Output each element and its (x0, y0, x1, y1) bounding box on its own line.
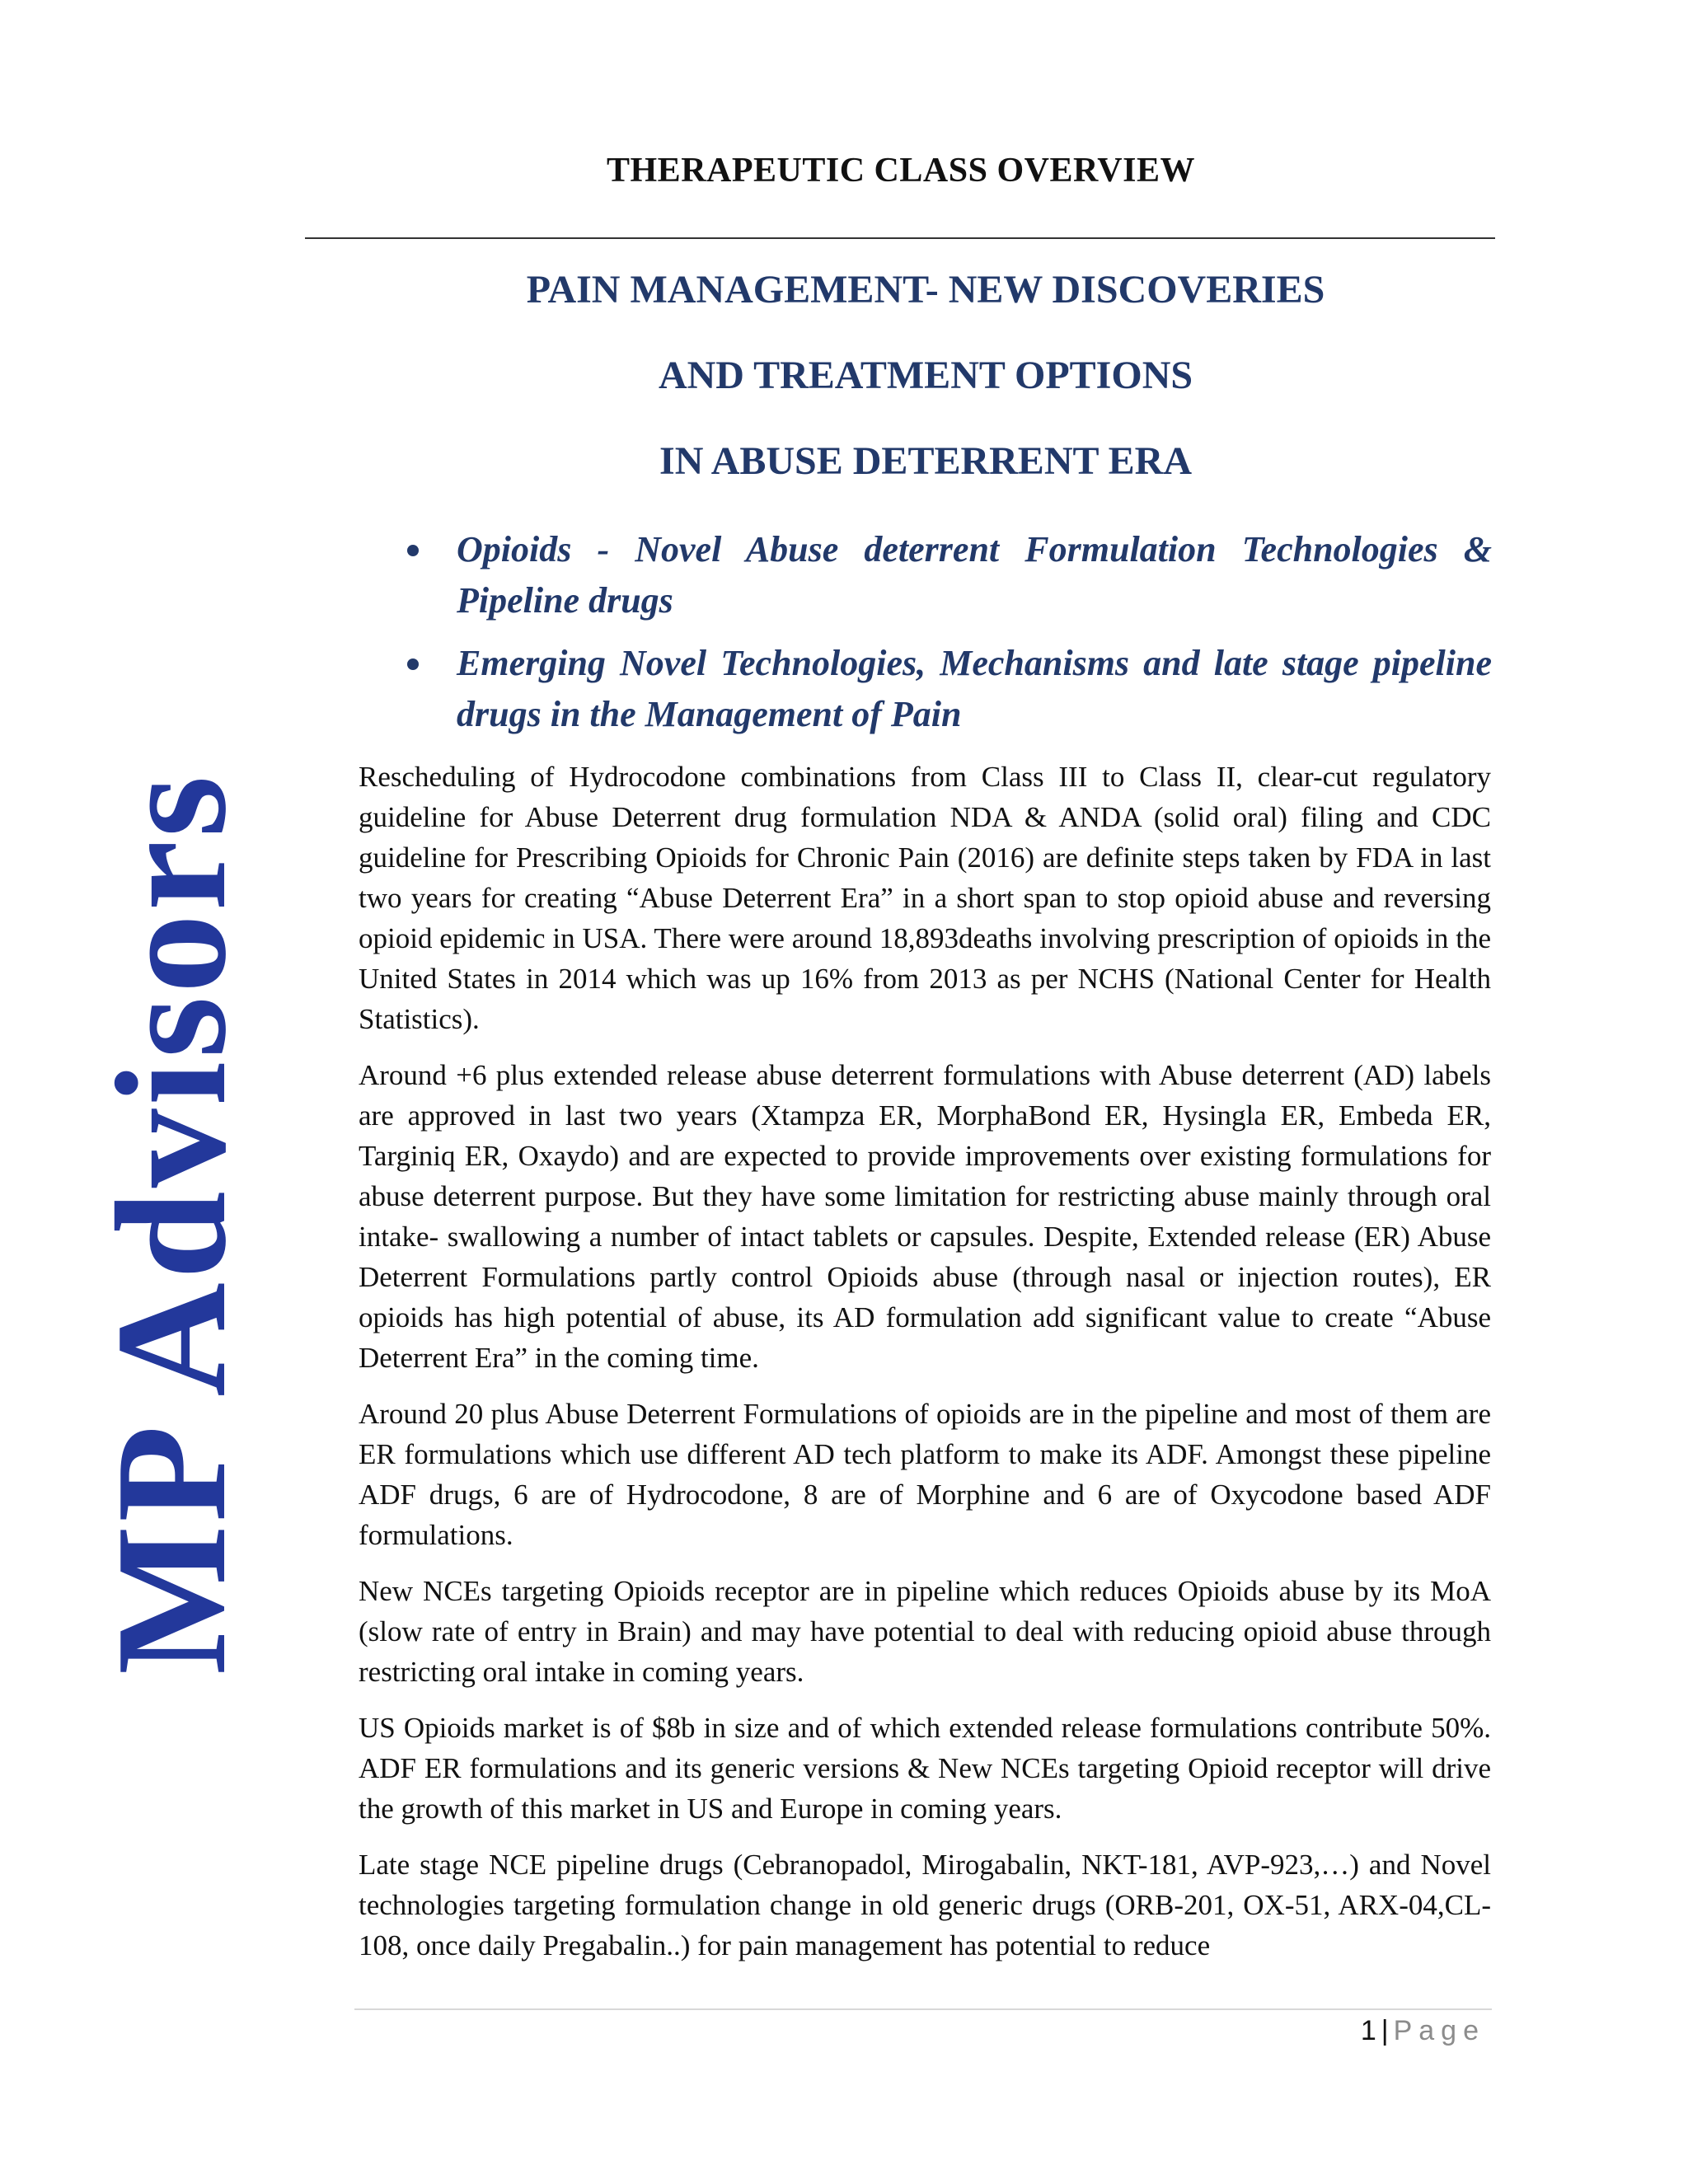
paragraph: Late stage NCE pipeline drugs (Cebranopadol, Mirogabalin, NKT-181, AVP-923,…) and Novel technologies targeting formulation change in old generic drugs (ORB-201, OX-51, ARX-04,CL-108, once daily Pregabalin..) for pain management has potential to reduce (359, 1849, 1491, 1961)
document-title-line-1: PAIN MANAGEMENT- NEW DISCOVERIES (526, 268, 1325, 312)
highlights-list (404, 524, 1492, 752)
document-title-line-3: IN ABUSE DETERRENT ERA (659, 439, 1192, 483)
highlight-item (404, 524, 1492, 626)
paragraph: US Opioids market is of $8b in size and of which extended release formulations contribute 50%. ADF ER formulations and its generic versions & New NCEs targeting Opioid receptor will drive the growth of this market in US and Europe in coming years. (359, 1712, 1491, 1825)
paragraph: New NCEs targeting Opioids receptor are in pipeline which reduces Opioids abuse by its MoA (slow rate of entry in Brain) and may have potential to deal with reducing opioid abuse through restricting oral intake in coming years. (359, 1575, 1491, 1688)
body-text (359, 757, 1491, 1981)
page-footer (1361, 2015, 1485, 2047)
page-label: Page (1393, 2015, 1485, 2046)
section-heading: THERAPEUTIC CLASS OVERVIEW (607, 152, 1195, 190)
highlight-text: Emerging Novel Technologies, Mechanisms and late stage pipeline drugs in the Management of Pain (457, 643, 1492, 734)
page-number: 1 (1360, 2015, 1376, 2046)
paragraph: Around +6 plus extended release abuse deterrent formulations with Abuse deterrent (AD) labels are approved in last two years (Xtampza ER, MorphaBond ER, Hysingla ER, Embeda ER, Targiniq ER, Oxaydo) and are expected to provide improvements over existing formulations for abuse deterrent purpose. But they have some limitation for restricting abuse mainly through oral intake- swallowing a number of intact tablets or capsules. Despite, Extended release (ER) Abuse Deterrent Formulations partly control Opioids abuse (through nasal or injection routes), ER opioids has high potential of abuse, its AD formulation add significant value to create “Abuse Deterrent Era” in the coming time. (359, 1059, 1491, 1374)
page-separator: | (1381, 2015, 1389, 2046)
highlight-text: Opioids - Novel Abuse deterrent Formulation Technologies & Pipeline drugs (457, 529, 1492, 621)
paragraph: Rescheduling of Hydrocodone combinations from Class III to Class II, clear-cut regulatory guideline for Abuse Deterrent drug formulation NDA & ANDA (solid oral) filing and CDC guideline for Prescribing Opioids for Chronic Pain (2016) are definite steps taken by FDA in last two years for creating “Abuse Deterrent Era” in a short span to stop opioid abuse and reversing opioid epidemic in USA. There were around 18,893deaths involving prescription of opioids in the United States in 2014 which was up 16% from 2013 as per NCHS (National Center for Health Statistics). (359, 761, 1491, 1035)
bullet-dot-icon (407, 545, 419, 556)
document-title-line-2: AND TREATMENT OPTIONS (658, 354, 1193, 397)
header-divider (305, 237, 1495, 239)
footer-divider (354, 2008, 1492, 2010)
paragraph: Around 20 plus Abuse Deterrent Formulations of opioids are in the pipeline and most of them are ER formulations which use different AD tech platform to make its ADF. Amongst these pipeline ADF drugs, 6 are of Hydrocodone, 8 are of Morphine and 6 are of Oxycodone based ADF formulations. (359, 1398, 1491, 1551)
brand-watermark: MP Advisors (83, 772, 259, 1675)
bullet-dot-icon (407, 658, 419, 670)
highlight-item (404, 638, 1492, 740)
